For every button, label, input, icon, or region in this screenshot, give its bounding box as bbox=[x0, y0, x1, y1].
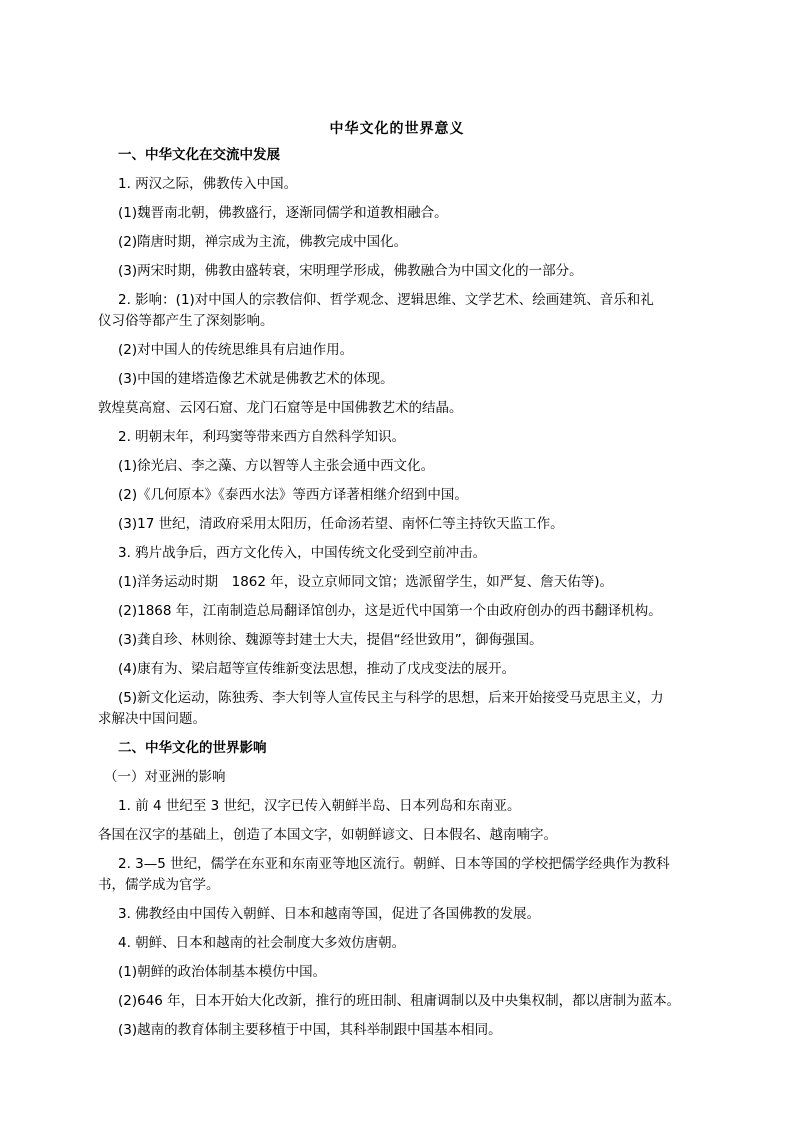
text-line: (2)646 年，日本开始大化改新，推行的班田制、租庸调制以及中央集权制，都以唐制为蓝本。 bbox=[118, 993, 681, 1009]
text-line: 2. 3—5 世纪，儒学在东亚和东南亚等地区流行。朝鲜、日本等国的学校把儒学经典作为教科 bbox=[118, 856, 670, 872]
text-line: (4)康有为、梁启超等宣传维新变法思想，推动了戊戌变法的展开。 bbox=[118, 661, 516, 677]
section-heading: 一、中华文化在交流中发展 bbox=[118, 147, 280, 163]
text-line: 2. 明朝末年，利玛窦等带来西方自然科学知识。 bbox=[118, 429, 406, 445]
text-line: 各国在汉字的基础上，创造了本国文字，如朝鲜谚文、日本假名、越南喃字。 bbox=[98, 827, 557, 843]
text-line: (3)两宋时期，佛教由盛转衰，宋明理学形成，佛教融合为中国文化的一部分。 bbox=[118, 263, 583, 279]
page-title: 中华文化的世界意义 bbox=[329, 121, 465, 137]
text-line: 1. 前 4 世纪至 3 世纪，汉字已传入朝鲜半岛、日本列岛和东南亚。 bbox=[118, 798, 521, 814]
text-line: (2)1868 年，江南制造总局翻译馆创办，这是近代中国第一个由政府创办的西书翻译机构。 bbox=[118, 603, 662, 619]
subsection-heading: （一）对亚洲的影响 bbox=[104, 769, 226, 785]
text-line: (2)隋唐时期，禅宗成为主流，佛教完成中国化。 bbox=[118, 234, 408, 250]
text-line: (3)越南的教育体制主要移植于中国，其科举制跟中国基本相同。 bbox=[118, 1022, 502, 1038]
text-line: (1)徐光启、李之藻、方以智等人主张会通中西文化。 bbox=[118, 458, 435, 474]
text-line: (2)对中国人的传统思维具有启迪作用。 bbox=[118, 342, 354, 358]
text-line: 2. 影响：(1)对中国人的宗教信仰、哲学观念、逻辑思维、文学艺术、绘画建筑、音乐和礼 bbox=[118, 292, 654, 308]
section-heading: 二、中华文化的世界影响 bbox=[118, 740, 267, 756]
text-line: (3)中国的建塔造像艺术就是佛教艺术的体现。 bbox=[118, 371, 394, 387]
text-line: 1. 两汉之际，佛教传入中国。 bbox=[118, 176, 298, 192]
document-body bbox=[98, 145, 720, 1049]
text-line: (1)朝鲜的政治体制基本模仿中国。 bbox=[118, 964, 327, 980]
text-line: 3. 鸦片战争后，西方文化传入，中国传统文化受到空前冲击。 bbox=[118, 545, 487, 561]
text-line: 仪习俗等都产生了深刻影响。 bbox=[98, 313, 274, 329]
text-line: 书，儒学成为官学。 bbox=[98, 877, 220, 893]
text-line: (3)龚自珍、林则徐、魏源等封建士大夫，提倡“经世致用”，御侮强国。 bbox=[118, 632, 543, 648]
text-line: (5)新文化运动，陈独秀、李大钊等人宣传民主与科学的思想，后来开始接受马克思主义，力 bbox=[118, 690, 664, 706]
text-line: (1)魏晋南北朝，佛教盛行，逐渐同儒学和道教相融合。 bbox=[118, 205, 448, 221]
text-line: (1)洋务运动时期 1862 年，设立京师同文馆；选派留学生，如严复、詹天佑等)。 bbox=[118, 574, 614, 590]
text-line: 敦煌莫高窟、云冈石窟、龙门石窟等是中国佛教艺术的结晶。 bbox=[98, 400, 463, 416]
text-line: 3. 佛教经由中国传入朝鲜、日本和越南等国，促进了各国佛教的发展。 bbox=[118, 906, 541, 922]
text-line: (2)《几何原本》《泰西水法》等西方译著相继介绍到中国。 bbox=[118, 487, 468, 503]
text-line: 4. 朝鲜、日本和越南的社会制度大多效仿唐朝。 bbox=[118, 935, 406, 951]
text-line: (3)17 世纪，清政府采用太阳历，任命汤若望、南怀仁等主持钦天监工作。 bbox=[118, 516, 564, 532]
text-line: 求解决中国问题。 bbox=[98, 711, 206, 727]
